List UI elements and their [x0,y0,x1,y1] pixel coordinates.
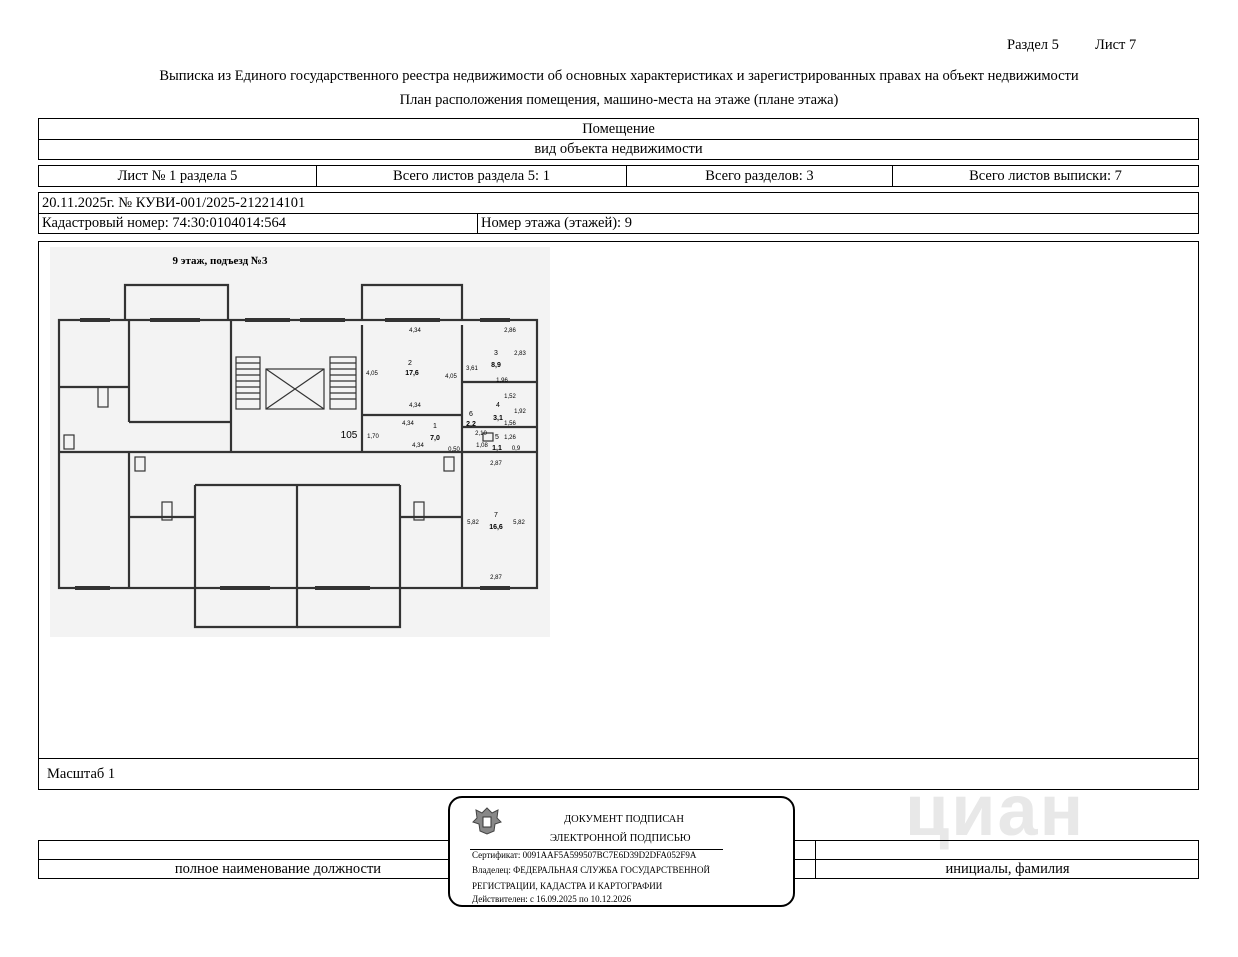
dim-196: 1,96 [496,378,508,384]
dim-434-c: 4,34 [402,421,414,427]
dim-108: 1,08 [476,443,488,449]
room-2-area: 17,6 [405,370,419,377]
object-kind-cell [38,139,1199,160]
dim-126: 1,26 [504,435,516,441]
room-7-area: 16,6 [489,524,503,531]
cadastral-row [38,213,1199,234]
plan-title: 9 этаж, подъезд №3 [172,255,268,267]
object-name-cell [38,118,1199,140]
dim-09: 0,9 [511,446,521,452]
dim-170: 1,70 [367,434,379,440]
scale-label: Масштаб 1 [47,765,116,782]
watermark: циан [905,771,1086,851]
dim-405-b: 4,05 [445,374,457,380]
room-1-number: 1 [433,423,437,430]
dim-156: 1,56 [504,421,516,427]
sheet-number: Лист 7 [1095,37,1137,53]
section-number: Раздел 5 [1007,37,1059,53]
room-6-number: 6 [469,411,473,418]
room-7-number: 7 [494,512,498,519]
room-5-area: 1,1 [492,445,502,452]
dim-050: 0,50 [448,447,460,453]
dim-582-b: 5,82 [513,520,525,526]
document-subtitle: План расположения помещения, машино-места на этаже (плане этажа) [399,92,839,108]
cadastral-number: Кадастровый номер: 74:30:0104014:564 [39,214,478,233]
floor-plan [50,247,550,637]
floor-number: Номер этажа (этажей): 9 [481,215,632,231]
dim-286: 2,86 [504,328,516,334]
certificate: Сертификат: 0091AAF5A599507BC7E6D39D2DFA052F9A [472,850,697,860]
dim-192: 1,92 [514,409,526,415]
signed-line-2: ЭЛЕКТРОННОЙ ПОДПИСЬЮ [550,833,691,844]
room-3-number: 3 [494,350,498,357]
document-title: Выписка из Единого государственного реестра недвижимости об основных характеристиках и зарегистрированных правах на объект недвижимости [159,68,1079,84]
total-sections: Всего разделов: 3 [627,166,893,186]
sheet-of-section: Лист № 1 раздела 5 [39,166,317,186]
position-label: полное наименование должности [174,861,382,877]
dim-434-a: 4,34 [409,328,421,334]
date-number-row [38,192,1199,214]
room-5-number: 5 [495,434,499,441]
owner-line-1: Владелец: ФЕДЕРАЛЬНАЯ СЛУЖБА ГОСУДАРСТВЕННОЙ [472,865,711,875]
room-1-area: 7,0 [430,435,440,442]
room-2-number: 2 [408,360,412,367]
dim-434-b: 4,34 [409,403,421,409]
object-kind-label: вид объекта недвижимости [534,141,703,157]
dim-210: 2,10 [475,431,487,437]
validity: Действителен: с 16.09.2025 по 10.12.2026 [472,894,632,904]
scale-row [38,758,1199,790]
owner-line-2: РЕГИСТРАЦИИ, КАДАСТРА И КАРТОГРАФИИ [472,881,663,891]
signed-line-1: ДОКУМЕНТ ПОДПИСАН [564,814,684,825]
date-number: 20.11.2025г. № КУВИ-001/2025-212214101 [42,194,306,211]
dim-582-a: 5,82 [467,520,479,526]
dim-287-b: 2,87 [490,575,502,581]
signature-stamp [448,796,795,907]
total-sheets-extract: Всего листов выписки: 7 [969,167,1122,184]
dim-361: 3,61 [466,366,478,372]
sheets-row [38,165,1199,187]
room-3-area: 8,9 [491,362,501,369]
unit-number: 105 [340,430,358,441]
dim-152: 1,52 [504,394,516,400]
dim-405-a: 4,05 [366,371,378,377]
room-6-area: 2,2 [466,421,476,428]
dim-434-d: 4,34 [412,443,424,449]
coat-of-arms-icon [470,804,504,838]
total-sheets-section: Всего листов раздела 5: 1 [317,166,627,186]
room-4-area: 3,1 [493,415,503,422]
initials-label: инициалы, фамилия [945,861,1070,877]
room-4-number: 4 [496,402,500,409]
dim-287-a: 2,87 [490,461,502,467]
dim-283: 2,83 [514,351,526,357]
object-name: Помещение [582,120,655,137]
